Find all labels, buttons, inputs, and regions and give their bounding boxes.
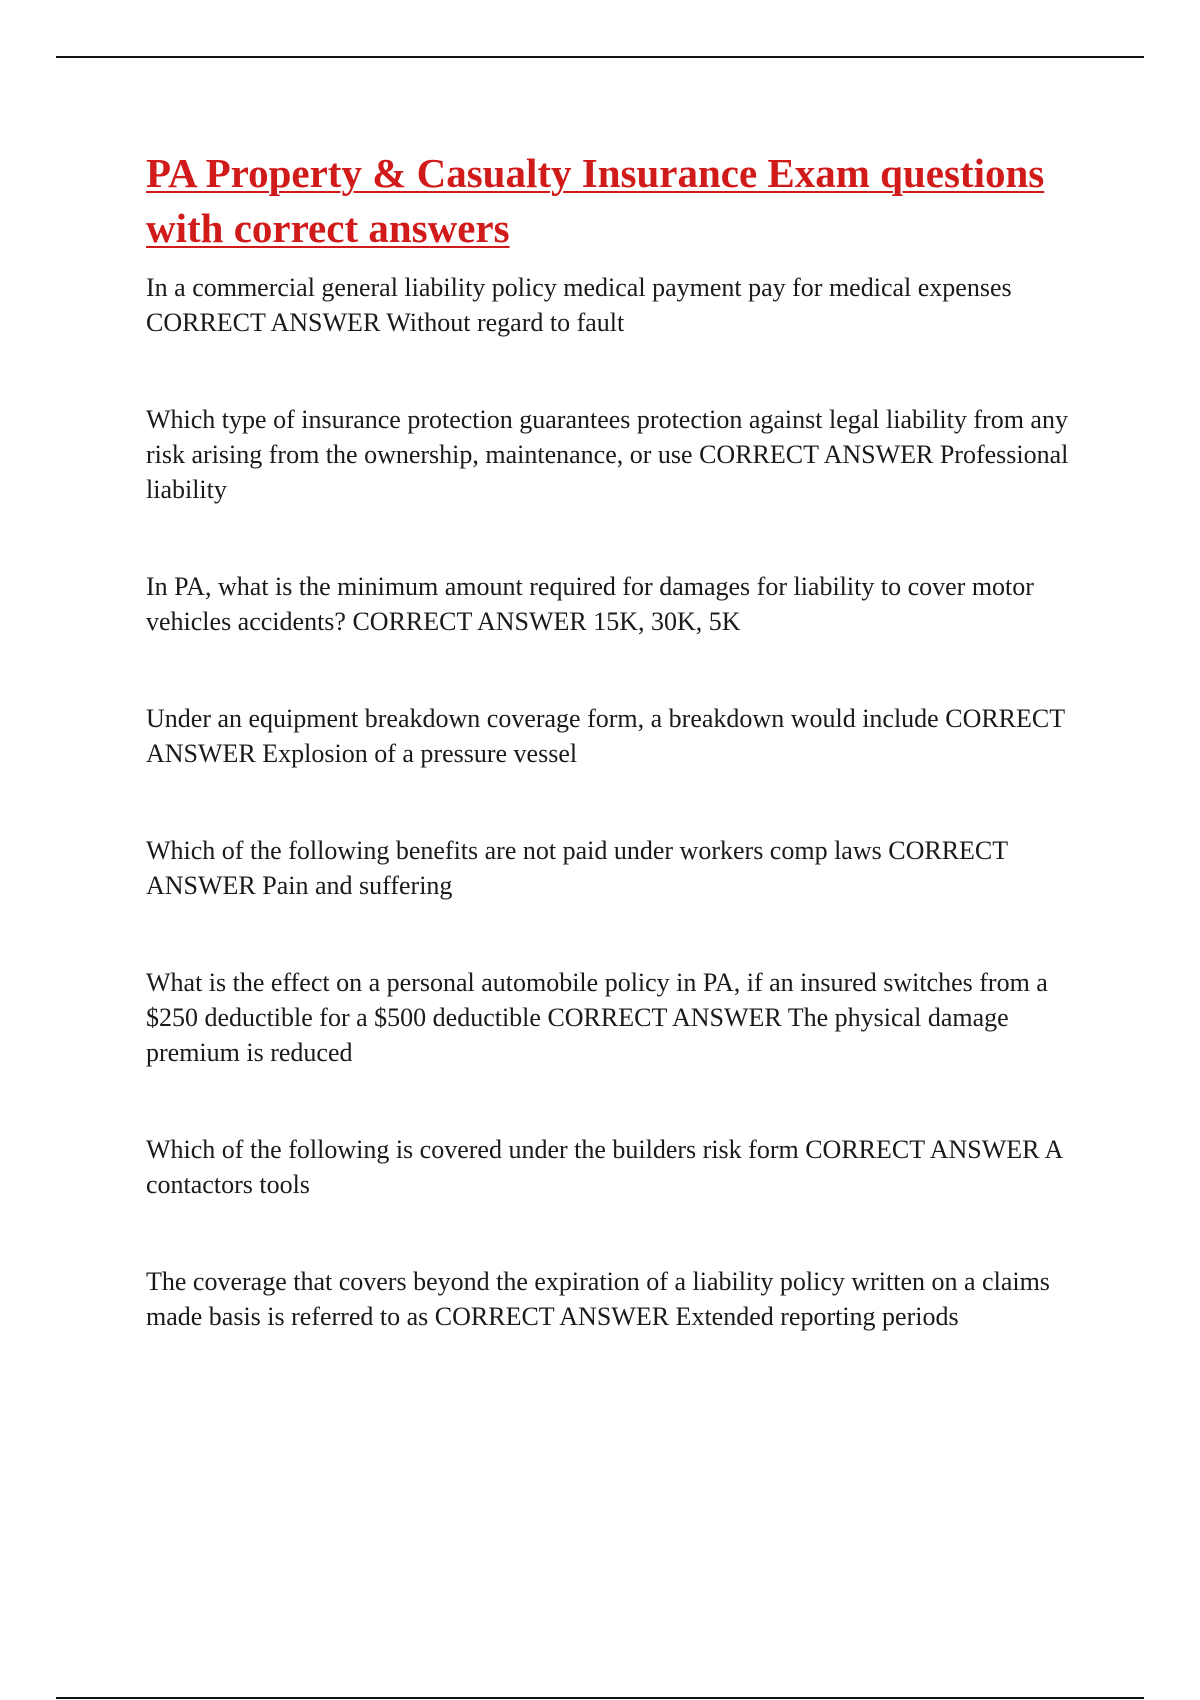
- qa-item-3: In PA, what is the minimum amount required for damages for liability to cover motor vehicles accidents? CORRECT ANSWER 15K, 30K, 5K: [146, 572, 1034, 636]
- qa-item-4: Under an equipment breakdown coverage form, a breakdown would include CORRECT ANSWER Explosion of a pressure vessel: [146, 704, 1065, 768]
- document-body: [146, 146, 1106, 1396]
- qa-item-6: What is the effect on a personal automobile policy in PA, if an insured switches from a $250 deductible for a $500 deductible CORRECT ANSWER The physical damage premium is reduced: [146, 968, 1048, 1067]
- top-rule: [56, 56, 1144, 58]
- qa-item-1: In a commercial general liability policy medical payment pay for medical expenses CORRECT ANSWER Without regard to fault: [146, 273, 1012, 337]
- qa-item-5: Which of the following benefits are not paid under workers comp laws CORRECT ANSWER Pain and suffering: [146, 836, 1008, 900]
- qa-list: [146, 270, 1106, 1334]
- bottom-rule: [56, 1697, 1144, 1699]
- qa-item-7: Which of the following is covered under the builders risk form CORRECT ANSWER A contactors tools: [146, 1135, 1062, 1199]
- document-title: PA Property & Casualty Insurance Exam questions with correct answers: [146, 150, 1045, 251]
- qa-item-2: Which type of insurance protection guarantees protection against legal liability from any risk arising from the ownership, maintenance, or use CORRECT ANSWER Professional liability: [146, 405, 1069, 504]
- qa-item-8: The coverage that covers beyond the expiration of a liability policy written on a claims made basis is referred to as CORRECT ANSWER Extended reporting periods: [146, 1267, 1050, 1331]
